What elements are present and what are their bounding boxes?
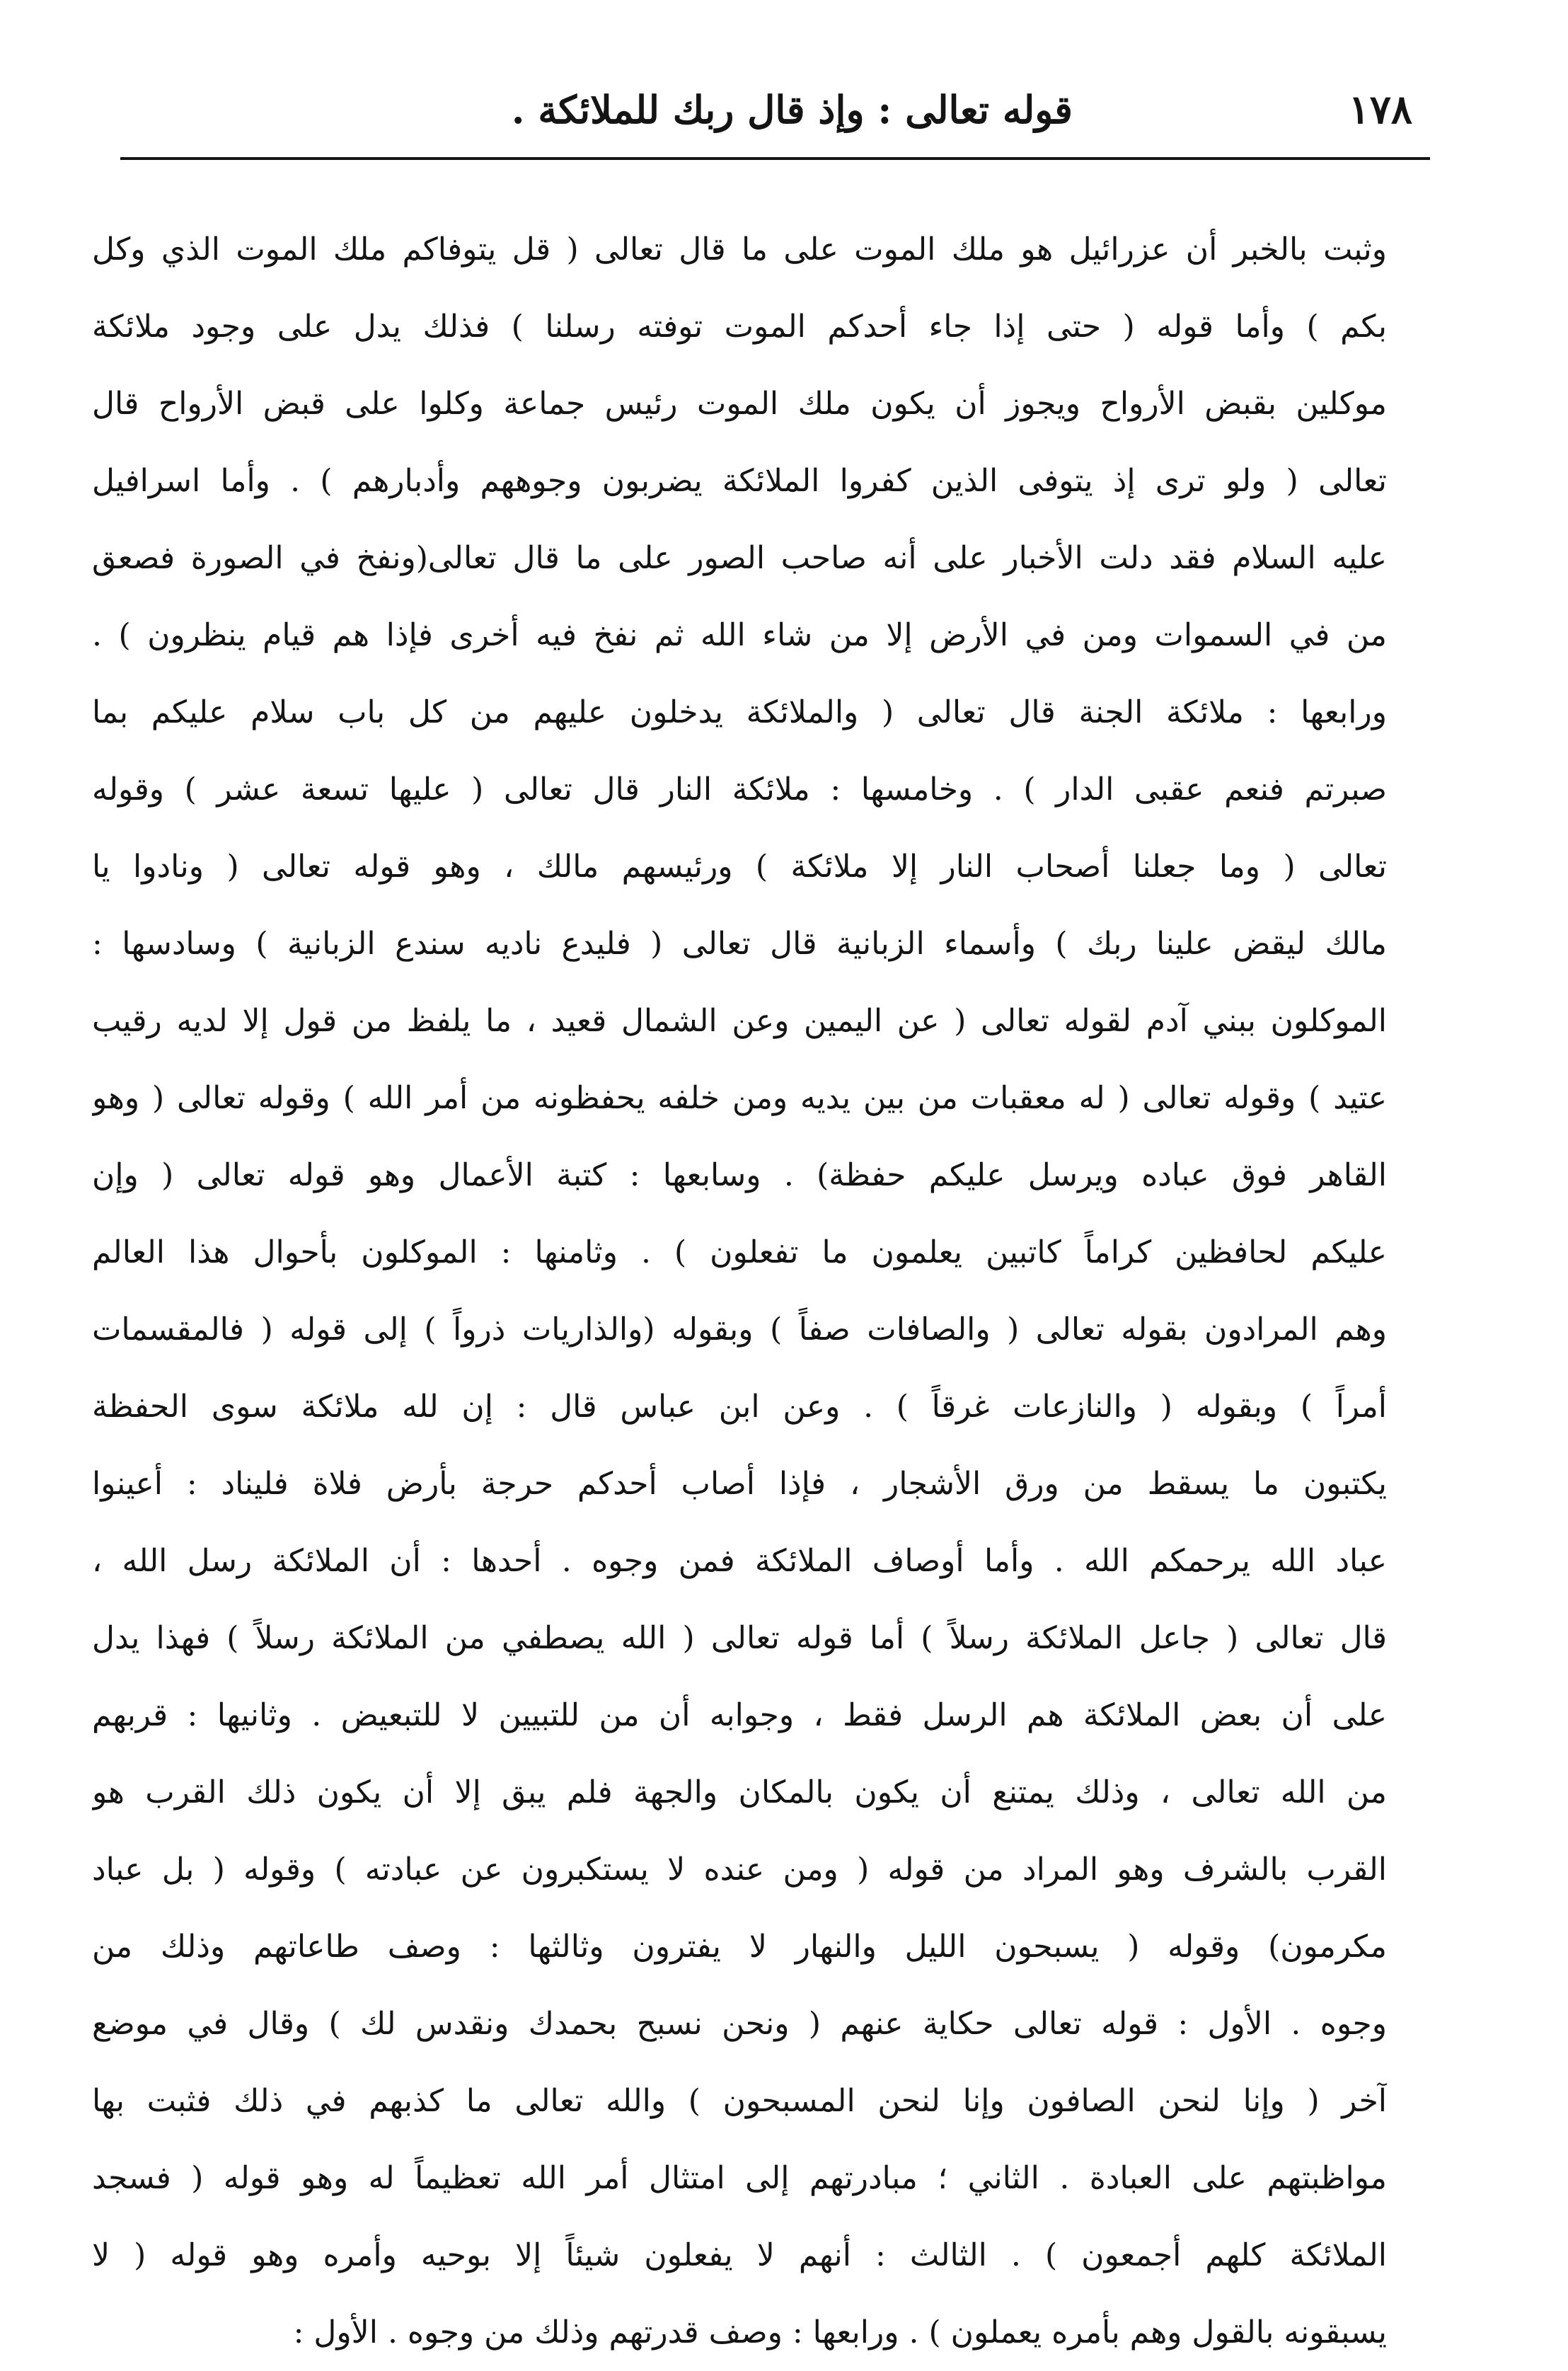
text-line: على أن بعض الملائكة هم الرسل فقط ، وجوابه أن من للتبيين لا للتبعيض . وثانيها : قربهم bbox=[92, 1697, 1387, 1733]
text-line: عتيد ) وقوله تعالى ( له معقبات من بين يديه ومن خلفه يحفظونه من أمر الله ) وقوله تعالى ( وهو bbox=[92, 1080, 1387, 1116]
body-text bbox=[92, 211, 1387, 2371]
text-line: عليه السلام فقد دلت الأخبار على أنه صاحب الصور على ما قال تعالى(ونفخ في الصورة فصعق bbox=[92, 540, 1387, 576]
text-line: آخر ( وإنا لنحن الصافون وإنا لنحن المسبحون ) والله تعالى ما كذبهم في ذلك فثبت بها bbox=[92, 2083, 1387, 2119]
text-line: مالك ليقض علينا ربك ) وأسماء الزبانية قال تعالى ( فليدع ناديه سندع الزبانية ) وسادسها : bbox=[92, 926, 1387, 962]
text-line: بكم ) وأما قوله ( حتى إذا جاء أحدكم الموت توفته رسلنا ) فذلك يدل على وجود ملائكة bbox=[92, 309, 1387, 345]
text-line: تعالى ( وما جعلنا أصحاب النار إلا ملائكة ) ورئيسهم مالك ، وهو قوله تعالى ( ونادوا يا bbox=[92, 849, 1387, 885]
text-line: مواظبتهم على العبادة . الثاني ؛ مبادرتهم إلى امتثال أمر الله تعظيماً له وهو قوله ( فسجد bbox=[92, 2160, 1387, 2196]
text-line: موكلين بقبض الأرواح ويجوز أن يكون ملك الموت رئيس جماعة وكلوا على قبض الأرواح قال bbox=[92, 386, 1387, 422]
text-line: ورابعها : ملائكة الجنة قال تعالى ( والملائكة يدخلون عليهم من كل باب سلام عليكم بما bbox=[92, 694, 1387, 730]
text-line: من الله تعالى ، وذلك يمتنع أن يكون بالمكان والجهة فلم يبق إلا أن يكون ذلك القرب هو bbox=[92, 1774, 1387, 1810]
text-line: وثبت بالخبر أن عزرائيل هو ملك الموت على ما قال تعالى ( قل يتوفاكم ملك الموت الذي وكل bbox=[92, 231, 1387, 268]
text-line: القاهر فوق عباده ويرسل عليكم حفظة) . وسابعها : كتبة الأعمال وهو قوله تعالى ( وإن bbox=[92, 1157, 1387, 1193]
text-line: تعالى ( ولو ترى إذ يتوفى الذين كفروا الملائكة يضربون وجوههم وأدبارهم ) . وأما اسرافيل bbox=[92, 463, 1387, 499]
text-line: من في السموات ومن في الأرض إلا من شاء الله ثم نفخ فيه أخرى فإذا هم قيام ينظرون ) . bbox=[92, 617, 1387, 653]
text-line: عباد الله يرحمكم الله . وأما أوصاف الملائكة فمن وجوه . أحدها : أن الملائكة رسل الله ، bbox=[92, 1543, 1387, 1579]
text-line: وجوه . الأول : قوله تعالى حكاية عنهم ( ونحن نسبح بحمدك ونقدس لك ) وقال في موضع bbox=[92, 2006, 1387, 2042]
text-line: أمراً ) وبقوله ( والنازعات غرقاً ) . وعن ابن عباس قال : إن لله ملائكة سوى الحفظة bbox=[92, 1389, 1387, 1425]
running-title: قوله تعالى : وإذ قال ربك للملائكة . bbox=[511, 87, 1073, 132]
text-line: يسبقونه بالقول وهم بأمره يعملون ) . ورابعها : وصف قدرتهم وذلك من وجوه . الأول : bbox=[293, 2314, 1387, 2350]
page-number: ١٧٨ bbox=[1348, 86, 1412, 133]
text-line: عليكم لحافظين كراماً كاتبين يعلمون ما تفعلون ) . وثامنها : الموكلون بأحوال هذا العالم bbox=[92, 1234, 1387, 1270]
text-line: الموكلون ببني آدم لقوله تعالى ( عن اليمين وعن الشمال قعيد ، ما يلفظ من قول إلا لديه رقيب bbox=[92, 1003, 1387, 1039]
text-line: مكرمون) وقوله ( يسبحون الليل والنهار لا يفترون وثالثها : وصف طاعاتهم وذلك من bbox=[92, 1929, 1387, 1965]
text-line: يكتبون ما يسقط من ورق الأشجار ، فإذا أصاب أحدكم حرجة بأرض فلاة فليناد : أعينوا bbox=[92, 1466, 1387, 1502]
header-rule bbox=[120, 157, 1430, 160]
text-line: الملائكة كلهم أجمعون ) . الثالث : أنهم لا يفعلون شيئاً إلا بوحيه وأمره وهو قوله ( لا bbox=[92, 2237, 1387, 2273]
text-line: وهم المرادون بقوله تعالى ( والصافات صفاً ) وبقوله (والذاريات ذرواً ) إلى قوله ( فالمقسمات bbox=[92, 1311, 1387, 1348]
text-line: صبرتم فنعم عقبى الدار ) . وخامسها : ملائكة النار قال تعالى ( عليها تسعة عشر ) وقوله bbox=[92, 771, 1387, 808]
text-line: القرب بالشرف وهو المراد من قوله ( ومن عنده لا يستكبرون عن عبادته ) وقوله ( بل عباد bbox=[92, 1852, 1387, 1888]
text-line: قال تعالى ( جاعل الملائكة رسلاً ) أما قوله تعالى ( الله يصطفي من الملائكة رسلاً ) فهذا يدل bbox=[92, 1620, 1387, 1656]
page-header bbox=[120, 74, 1412, 145]
